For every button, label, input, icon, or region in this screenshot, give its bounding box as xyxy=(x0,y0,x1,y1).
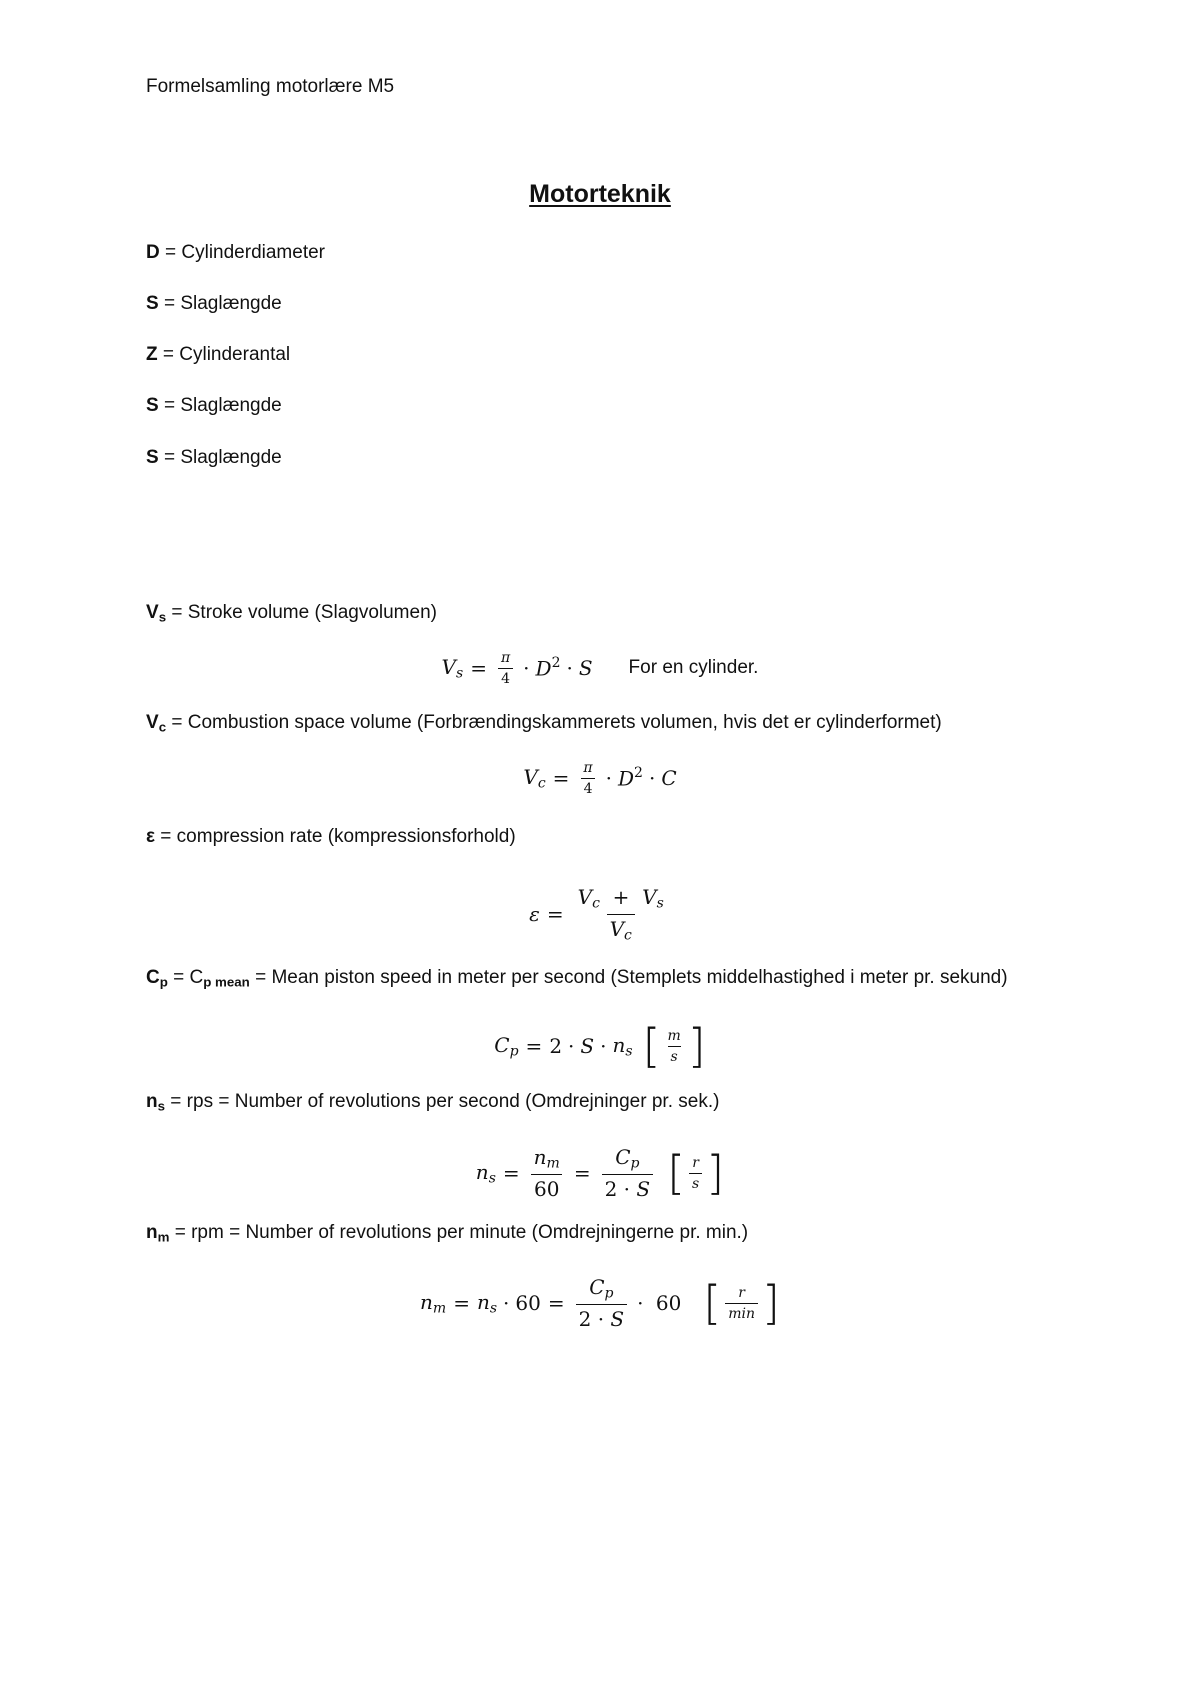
section-text: = Mean piston speed in meter per second (Stemplets middelhastighed i meter pr. sekund) xyxy=(249,967,1008,988)
definition-text: = Slaglængde xyxy=(158,293,282,314)
section-text: = Stroke volume (Slagvolumen) xyxy=(166,602,437,623)
formula-combustion-volume: $V_c$ = $\frac{\pi}{4}$ · $D^2$ · C xyxy=(523,759,677,797)
section-symbol: V xyxy=(146,712,159,733)
title-text: Motorteknik xyxy=(529,180,671,208)
formula-rps: $n_s$ = $\frac{n_m}{60}$ = $\frac{C_p}{2 \cdot S}$ [ $\frac{r}{s}$ ] xyxy=(475,1145,725,1201)
definition-symbol: S xyxy=(146,447,159,468)
section-text: = Combustion space volume (Forbrændingskammerets volumen, hvis det er cylinderformet) xyxy=(166,712,942,733)
definition-symbol: Z xyxy=(146,344,158,365)
formula-stroke-volume: $V_s$ = $\frac{\pi}{4}$ · $D^2$ · S For en cylinder. xyxy=(441,649,759,687)
section-symbol: ε xyxy=(146,826,156,847)
definition-s xyxy=(146,293,282,315)
page-header: Formelsamling motorlære M5 xyxy=(146,76,395,97)
section-piston-speed: $C_p = C_{p mean}$ = Mean piston speed in meter per second (Stemplets middelhastighed i meter pr. sekund) xyxy=(146,967,1008,990)
definition-text: = Cylinderantal xyxy=(157,344,291,365)
definition-s-3 xyxy=(146,447,282,469)
definition-s-2 xyxy=(146,395,282,417)
section-compression-rate xyxy=(146,826,516,848)
section-symbol: V xyxy=(146,602,159,623)
section-rpm: $n_m$ = rpm = Number of revolutions per minute (Omdrejningerne pr. min.) xyxy=(146,1222,749,1245)
section-rps: $n_s$ = rps = Number of revolutions per second (Omdrejninger pr. sek.) xyxy=(146,1091,720,1114)
section-stroke-volume: $V_s$ = Stroke volume (Slagvolumen) xyxy=(146,602,437,625)
definition-text: = Slaglængde xyxy=(158,395,282,416)
formula-rpm: $n_m$ = $n_s$ · 60 = $\frac{C_p}{2 \cdot S}$ · 60 [ $\frac{r}{\min}$ ] xyxy=(420,1275,780,1331)
definition-d xyxy=(146,242,325,264)
page-title xyxy=(0,180,1200,209)
section-symbol: n xyxy=(146,1091,158,1112)
formula-piston-speed: $C_p$ = 2 · S · $n_s$ [ $\frac{m}{s}$ ] xyxy=(494,1019,706,1073)
formula-compression-rate: ε = $\frac{V_c + V_s}{V_c}$ xyxy=(529,885,664,943)
section-text: = compression rate (kompressionsforhold) xyxy=(155,826,516,847)
formula-note: For en cylinder. xyxy=(628,657,759,678)
definition-symbol: S xyxy=(146,395,159,416)
section-symbol: n xyxy=(146,1222,158,1243)
section-combustion-volume: $V_c$ = Combustion space volume (Forbrændingskammerets volumen, hvis det er cylinderformet) xyxy=(146,712,942,735)
section-text: = rps = Number of revolutions per second (Omdrejninger pr. sek.) xyxy=(165,1091,720,1112)
section-text: = rpm = Number of revolutions per minute (Omdrejningerne pr. min.) xyxy=(169,1222,749,1243)
definition-text: = Cylinderdiameter xyxy=(159,242,326,263)
definition-symbol: D xyxy=(146,242,160,263)
definition-text: = Slaglængde xyxy=(158,447,282,468)
definition-z xyxy=(146,344,290,366)
definition-symbol: S xyxy=(146,293,159,314)
section-symbol: C xyxy=(146,967,160,988)
